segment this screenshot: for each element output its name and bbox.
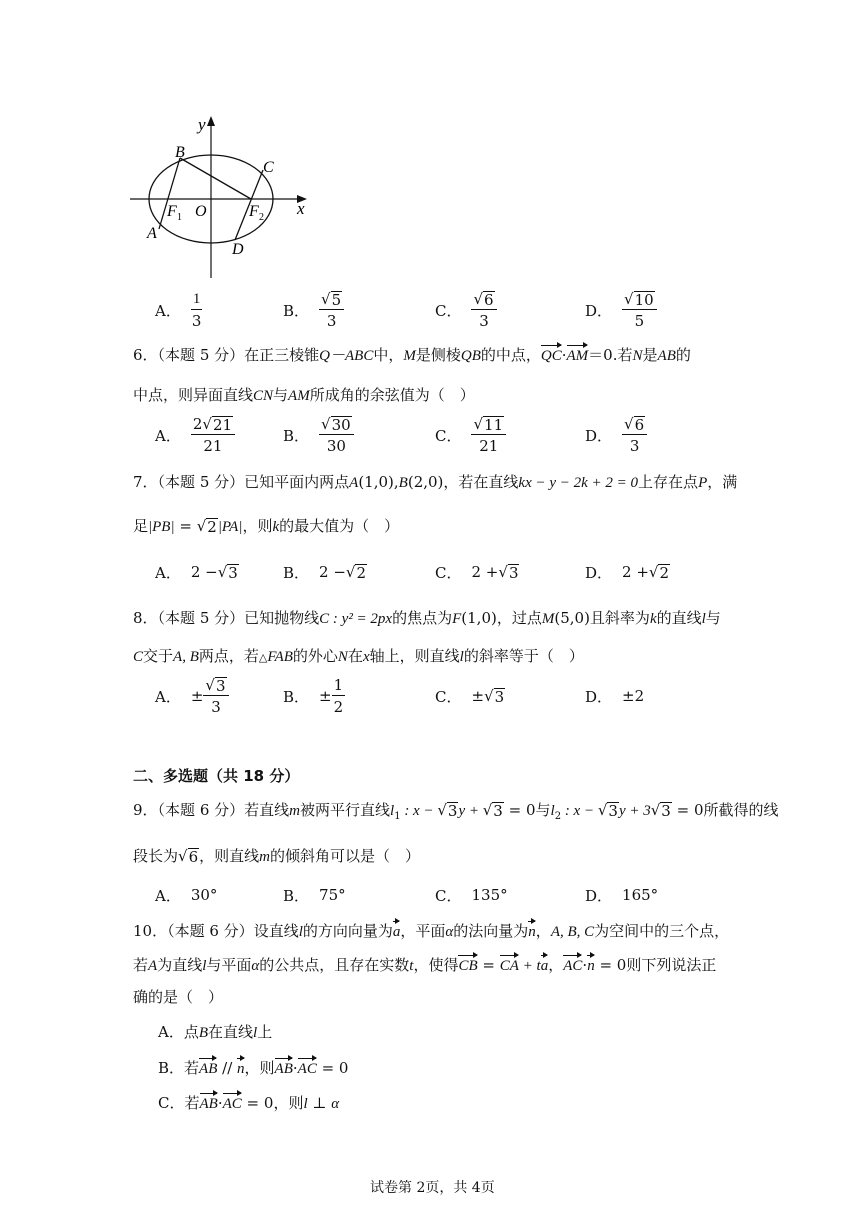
option-label: C．: [435, 563, 462, 582]
option-label: A．: [155, 301, 181, 320]
fraction: √ 5 3: [319, 290, 344, 330]
option-label: C．: [435, 687, 462, 706]
option-label: D．: [585, 301, 613, 320]
label-y: y: [198, 115, 206, 134]
option-label: C．: [158, 1094, 185, 1112]
option-label: D．: [585, 687, 613, 706]
q7-option-c[interactable]: C． 2 + √ 3: [435, 562, 519, 582]
option-label: A．: [155, 426, 181, 445]
option-label: B．: [283, 563, 310, 582]
vector-QC: QC: [540, 348, 562, 364]
vector-AC: AC: [222, 1096, 242, 1112]
vector-AB: AB: [274, 1061, 293, 1077]
option-label: B．: [283, 886, 310, 905]
q10-option-a[interactable]: A．点B在直线l上: [158, 1023, 273, 1041]
label-D: D: [232, 241, 244, 258]
q9-option-c[interactable]: C． 135°: [435, 886, 508, 905]
option-label: D．: [585, 886, 613, 905]
vector-AM: AM: [566, 348, 589, 364]
option-label: A．: [155, 687, 181, 706]
q8-option-a[interactable]: A． ± √ 3 3: [155, 676, 229, 716]
q8-option-c[interactable]: C． ± √ 3: [435, 686, 505, 706]
q8-stem-line1: 8．（本题 5 分）已知抛物线C : y² = 2px的焦点为F(1,0)，过点M(5,0)且斜率为k的直线l与: [133, 609, 721, 627]
segment-BF2: [180, 158, 251, 199]
q6-option-b[interactable]: [283, 415, 354, 455]
q10-stem-line1: 10．（本题 6 分）设直线l的方向向量为a，平面α的法向量为n，A, B, C为空间中的三个点，: [133, 922, 730, 940]
q5-option-b[interactable]: [283, 290, 344, 330]
vector-a: a: [540, 958, 549, 974]
label-C: C: [263, 159, 274, 176]
label-B: B: [175, 144, 185, 161]
label-x: x: [297, 199, 305, 218]
page-footer: 试卷第 2页，共 4页: [370, 1180, 495, 1196]
vector-AB: AB: [199, 1096, 218, 1112]
vector-AC: AC: [563, 958, 583, 974]
q6-stem-line2: 中点，则异面直线CN与AM所成角的余弦值为（ ）: [133, 386, 475, 404]
ellipse-figure: [125, 112, 315, 282]
section-title: 二、多选题（共 18 分）: [133, 767, 300, 785]
q5-option-c[interactable]: [435, 290, 497, 330]
option-label: C．: [435, 426, 462, 445]
option-label: A．: [158, 1023, 184, 1041]
q8-option-b[interactable]: B． ± $\frac{1}{2}$: [283, 676, 344, 716]
q9-option-a[interactable]: A． 30°: [155, 886, 218, 905]
label-F1: F: [167, 203, 177, 220]
q9-stem-line1: 9．（本题 6 分）若直线m被两平行直线$l_1$ : x − √ 3 y + √ 3 = 0与$l_2$ : x − √ 3 y + 3 √ 3 = 0所截得的线: [133, 801, 779, 822]
fraction: √ 3 3: [203, 676, 228, 716]
vector-CB: CB: [458, 958, 478, 974]
option-label: A．: [155, 563, 181, 582]
fraction: √ 10 5: [622, 290, 657, 330]
q10-option-b[interactable]: B．若AB // n，则AB·AC = 0: [158, 1059, 349, 1077]
vector-AC: AC: [297, 1061, 317, 1077]
option-label: D．: [585, 426, 613, 445]
q9-option-d[interactable]: D． 165°: [585, 886, 659, 905]
q6-option-a[interactable]: [155, 415, 235, 455]
q10-stem-line2: 若A为直线l与平面α的公共点，且存在实数t，使得CB = CA + ta，AC·n = 0则下列说法正: [133, 956, 717, 974]
vector-CA: CA: [499, 958, 519, 974]
label-F2-sub: 2: [259, 212, 264, 223]
fraction: √ 6 3: [471, 290, 496, 330]
q7-stem-line1: 7．（本题 5 分）已知平面内两点A(1,0),B(2,0)，若在直线kx − y − 2k + 2 = 0上存在点P，满: [133, 473, 738, 491]
q5-option-a[interactable]: [155, 290, 202, 330]
fraction: √ 11 21: [471, 415, 506, 455]
q7-stem-line2: 足|PB| = √ 2 |PA|，则k的最大值为（ ）: [133, 517, 400, 536]
q9-stem-line2: 段长为 √ 6 ，则直线m的倾斜角可以是（ ）: [133, 847, 420, 866]
q9-option-b[interactable]: B． 75°: [283, 886, 346, 905]
fraction: √ 30 30: [319, 415, 354, 455]
q6-option-c[interactable]: [435, 415, 506, 455]
option-label: A．: [155, 886, 181, 905]
option-label: B．: [283, 426, 310, 445]
q6-option-d[interactable]: [585, 415, 647, 455]
label-A: A: [147, 225, 157, 242]
option-label: B．: [283, 687, 310, 706]
q5-option-d[interactable]: [585, 290, 657, 330]
option-label: B．: [283, 301, 310, 320]
fraction: $\frac{1}{3}$: [191, 291, 202, 330]
label-O: O: [195, 203, 207, 220]
q7-option-d[interactable]: D． 2 + √ 2: [585, 562, 670, 582]
option-label: B．: [158, 1059, 185, 1077]
fraction: $\frac{1}{2}$: [333, 676, 344, 716]
label-F2: F: [249, 203, 259, 220]
vector-a: a: [392, 924, 401, 940]
q7-option-b[interactable]: B． 2 − √ 2: [283, 562, 367, 582]
q8-option-d[interactable]: D． ±2: [585, 687, 645, 706]
vector-AB: AB: [199, 1061, 218, 1077]
vector-n: n: [528, 924, 536, 940]
q10-stem-line3: 确的是（ ）: [133, 988, 224, 1006]
fraction: 2 √ 21 21: [191, 415, 235, 455]
q7-option-a[interactable]: A． 2 − √ 3: [155, 562, 238, 582]
q8-stem-line2: C交于A, B两点，若△FAB的外心N在x轴上，则直线l的斜率等于（ ）: [133, 647, 584, 665]
fraction: √ 6 3: [622, 415, 647, 455]
option-label: C．: [435, 886, 462, 905]
vector-n: n: [237, 1061, 245, 1077]
option-label: D．: [585, 563, 613, 582]
label-F1-sub: 1: [177, 212, 182, 223]
y-axis-arrow: [207, 116, 215, 126]
option-label: C．: [435, 301, 462, 320]
q6-stem-line1: 6．（本题 5 分）在正三棱锥Q－ABC中，M是侧棱QB的中点，QC·AM＝0.若N是AB的: [133, 346, 691, 364]
q10-option-c[interactable]: C．若AB·AC = 0，则l ⊥ α: [158, 1094, 340, 1112]
vector-n: n: [587, 958, 595, 974]
